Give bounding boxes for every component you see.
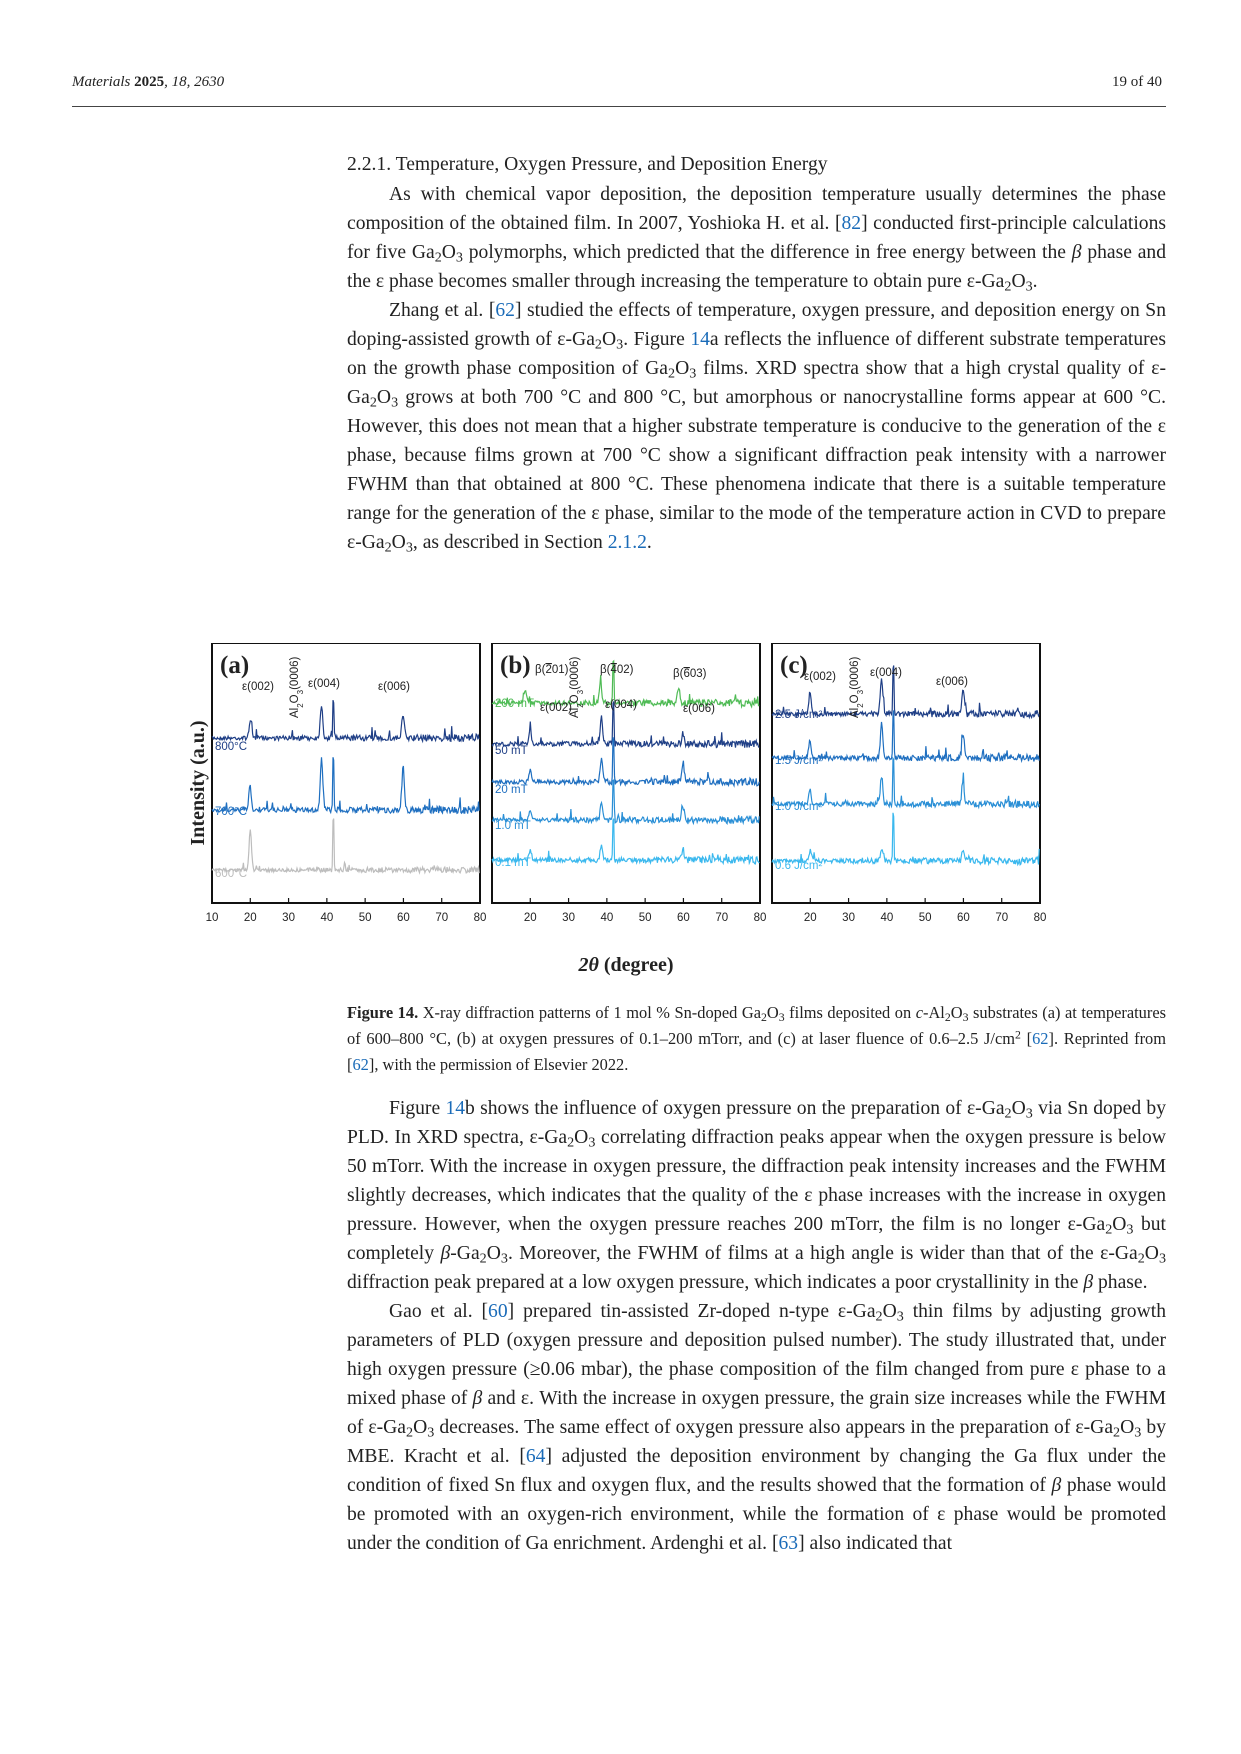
body-text-top	[347, 180, 1166, 557]
series-label: 1.5 J/cm²	[775, 755, 823, 767]
body-text-bottom	[347, 1094, 1166, 1558]
x-tick-label: 20	[523, 912, 537, 924]
series-label: 50 mT	[495, 745, 528, 757]
figure-caption	[347, 1000, 1166, 1078]
x-tick-label: 60	[957, 912, 970, 924]
x-tick-label: 50	[918, 912, 932, 924]
peak-annotation: β(603)	[673, 668, 707, 680]
peak-annotation: $Al_2O_3(0006)$	[849, 656, 865, 718]
series-label: 600°C	[215, 868, 248, 880]
x-tick-label: 50	[638, 912, 652, 924]
peak-annotation: ε(004)	[870, 667, 902, 679]
x-tick-label: 20	[243, 912, 257, 924]
paragraph-1: As with chemical vapor deposition, the deposition temperature usually determines the phase composition of the obtained film. In 2007, Yoshioka H. et al. [82] conducted first-principle calculations for five $Ga_2O_3$ polymorphs, which predicted that the difference in free energy between the β phase and the ε phase becomes smaller through increasing the temperature to obtain pure $\varepsilon-Ga_2O_3$.	[347, 184, 1166, 295]
x-tick-label: 30	[562, 912, 575, 924]
x-tick-label: 30	[842, 912, 855, 924]
peak-annotation: β(201)	[535, 664, 569, 676]
caption-text: X-ray diffraction patterns of 1 mol % Sn-doped $Ga_2O_3$ films deposited on $c-Al_2O_3$ substrates (a) at temperatures of 600–800 °C, (b) at oxygen pressures of 0.1–200 mTorr, and (c) at laser fluence of 0.6–2.5 $J/cm^2$ [62]. Reprinted from [62], with the permission of Elsevier 2022.	[347, 1003, 1167, 1074]
paragraph-3: Figure 14b shows the influence of oxygen pressure on the preparation of $\varepsilon-Ga_2O_3$ via Sn doped by PLD. In XRD spectra, $\varepsilon-Ga_2O_3$ correlating diffraction peaks appear when the oxygen pressure is below 50 mTorr. With the increase in oxygen pressure, the diffraction peak intensity increases and the FWHM slightly decreases, which indicates that the quality of the ε phase increases with the increase in oxygen pressure. However, when the oxygen pressure reaches 200 mTorr, the film is no longer $\varepsilon-Ga_2O_3$ but completely $\beta-Ga_2O_3$. Moreover, the FWHM of films at a high angle is wider than that of the $\varepsilon-Ga_2O_3$ diffraction peak prepared at a low oxygen pressure, which indicates a poor crystallinity in the β phase.	[347, 1098, 1167, 1293]
journal-citation: Materials 2025, 18, 2630	[72, 74, 225, 90]
peak-annotation: ε(006)	[683, 703, 715, 715]
peak-annotation: ε(006)	[936, 676, 968, 688]
series-label: 1.0 J/cm²	[775, 801, 823, 813]
x-tick-label: 50	[358, 912, 372, 924]
peak-annotation: ε(002)	[242, 681, 274, 693]
x-tick-label: 40	[320, 912, 334, 924]
panel-letter: (a)	[220, 652, 250, 679]
series-label: 800°C	[215, 741, 248, 753]
series-label: 1.0 mT	[495, 820, 531, 832]
peak-annotation: ε(004)	[605, 699, 637, 711]
caption-label: Figure 14.	[347, 1003, 419, 1022]
x-tick-label: 80	[1033, 912, 1047, 924]
panel-b	[492, 643, 766, 924]
peak-annotation: $Al_2O_3(0006)$	[569, 656, 585, 718]
series-label: 200 mT	[495, 698, 534, 710]
peak-annotation: $Al_2O_3(0006)$	[289, 656, 305, 718]
peak-annotation: ε(002)	[804, 671, 836, 683]
plot-frame	[492, 643, 760, 903]
series-label: 2.5 J/cm²	[775, 709, 823, 721]
series-label: 0.1 mT	[495, 857, 531, 869]
x-tick-label: 60	[677, 912, 690, 924]
x-tick-label: 80	[753, 912, 767, 924]
peak-annotation: ε(002)	[540, 702, 572, 714]
series-label: 0.6 J/cm²	[775, 860, 823, 872]
page-number: 19 of 40	[1112, 74, 1162, 90]
x-tick-label: 70	[715, 912, 729, 924]
x-tick-label: 20	[803, 912, 817, 924]
x-tick-label: 40	[880, 912, 894, 924]
x-tick-label: 80	[473, 912, 487, 924]
x-tick-label: 70	[435, 912, 449, 924]
peak-annotation: β(402)	[600, 664, 634, 676]
paragraph-2: Zhang et al. [62] studied the effects of temperature, oxygen pressure, and deposition energy on Sn doping-assisted growth of $\varepsilon-Ga_2O_3$. Figure 14a reflects the influence of different substrate temperatures on the growth phase composition of $Ga_2O_3$ films. XRD spectra show that a high crystal quality of $\varepsilon-Ga_2O_3$ grows at both 700 °C and 800 °C, but amorphous or nanocrystalline forms appear at 600 °C. However, this does not mean that a higher substrate temperature is conducive to the generation of the ε phase, because films grown at 700 °C show a significant diffraction peak intensity with a narrower FWHM than that obtained at 800 °C. These phenomena indicate that there is a suitable temperature range for the generation of the ε phase, similar to the mode of the temperature action in CVD to prepare $\varepsilon-Ga_2O_3$, as described in Section 2.1.2.	[347, 300, 1166, 556]
panel-c	[772, 643, 1046, 924]
page-header	[72, 72, 1166, 107]
series-label: 20 mT	[495, 784, 528, 796]
panel-letter: (b)	[500, 652, 531, 679]
paragraph-4: Gao et al. [60] prepared tin-assisted Zr-doped n-type $\varepsilon-Ga_2O_3$ thin films by adjusting growth parameters of PLD (oxygen pressure and deposition pulsed number). The study illustrated that, under high oxygen pressure (≥0.06 mbar), the phase composition of the film changed from pure ε phase to a mixed phase of β and ε. With the increase in oxygen pressure, the grain size increases while the FWHM of $\varepsilon-Ga_2O_3$ decreases. The same effect of oxygen pressure also appears in the preparation of $\varepsilon-Ga_2O_3$ by MBE. Kracht et al. [64] adjusted the deposition environment by changing the Ga flux under the condition of fixed Sn flux and oxygen flux, and the results showed that the formation of β phase would be promoted with an oxygen-rich environment, while the formation of ε phase would be promoted under the condition of Ga enrichment. Ardenghi et al. [63] also indicated that	[347, 1301, 1167, 1554]
x-tick-label: 30	[282, 912, 295, 924]
series-label: 700°C	[215, 806, 248, 818]
peak-annotation: ε(004)	[308, 678, 340, 690]
y-axis-title: Intensity (a.u.)	[187, 720, 209, 846]
x-tick-label: 60	[397, 912, 410, 924]
peak-annotation: ε(006)	[378, 681, 410, 693]
x-tick-label: 70	[995, 912, 1009, 924]
figure-14-chart	[180, 643, 1060, 988]
x-tick-label: 10	[205, 912, 219, 924]
section-title: 2.2.1. Temperature, Oxygen Pressure, and Deposition Energy	[347, 154, 828, 175]
x-axis-title: 2θ (degree)	[578, 954, 674, 976]
panel-letter: (c)	[780, 652, 808, 679]
x-tick-label: 40	[600, 912, 614, 924]
